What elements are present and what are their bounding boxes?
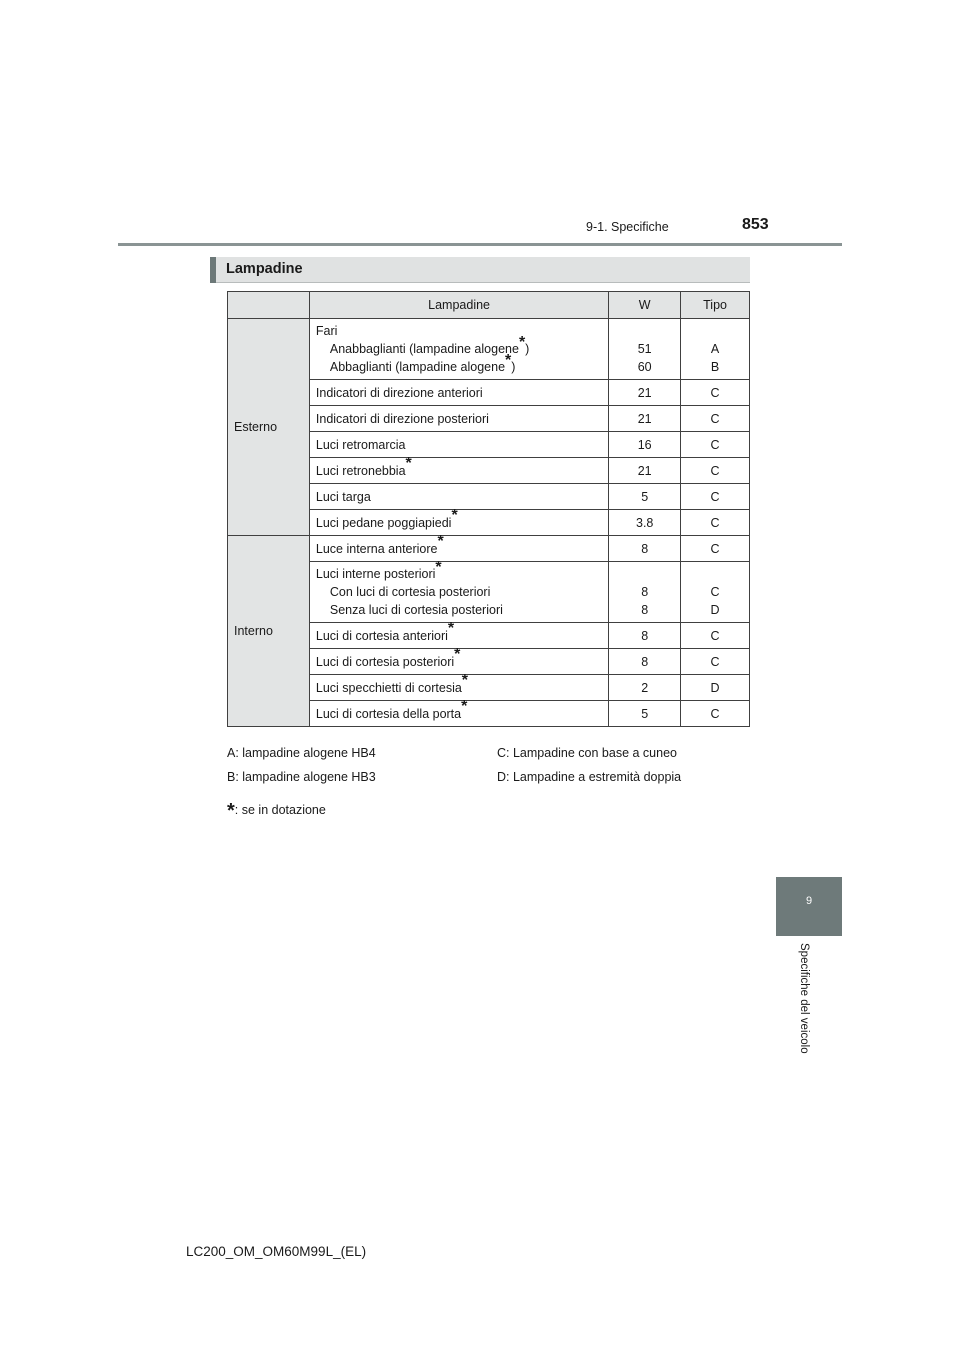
bulb-name-cell: Luci di cortesia della porta* bbox=[309, 701, 608, 727]
wattage-cell: 3.8 bbox=[609, 510, 681, 536]
type-cell: C bbox=[681, 701, 750, 727]
bulb-name-cell: Luci retromarcia bbox=[309, 432, 608, 458]
bulb-name-cell bbox=[309, 558, 608, 623]
type-cell: C D bbox=[681, 562, 750, 623]
type-cell: C bbox=[681, 536, 750, 562]
asterisk-mark: * bbox=[435, 558, 442, 576]
chapter-number: 9 bbox=[805, 895, 813, 907]
header-cell-blank bbox=[228, 292, 310, 319]
type-cell: C bbox=[681, 623, 750, 649]
wattage-cell: 8 bbox=[609, 623, 681, 649]
wattage-cell: 21 bbox=[609, 406, 681, 432]
bulb-name-cell: Luci di cortesia posteriori* bbox=[309, 649, 608, 675]
chapter-label: Specifiche del veicolo bbox=[798, 943, 810, 1054]
bulb-name-cell: Indicatori di direzione posteriori bbox=[309, 406, 608, 432]
asterisk-mark: * bbox=[461, 698, 468, 716]
type-cell: C bbox=[681, 510, 750, 536]
wattage-cell: 5 bbox=[609, 484, 681, 510]
document-code: LC200_OM_OM60M99L_(EL) bbox=[186, 1244, 367, 1259]
asterisk-mark: * bbox=[451, 507, 458, 525]
bulb-subline: Abbaglianti (lampadine alogene*) bbox=[329, 351, 516, 374]
type-cell: A B bbox=[681, 319, 750, 380]
asterisk-mark: * bbox=[505, 351, 512, 369]
wattage-cell: 8 bbox=[609, 536, 681, 562]
section-title: Lampadine bbox=[226, 261, 303, 277]
bulb-subline: Anabbaglianti (lampadine alogene*) bbox=[329, 333, 530, 356]
table-row bbox=[228, 536, 750, 562]
wattage-cell: 8 8 bbox=[609, 562, 681, 623]
bulb-name-cell: Luci specchietti di cortesia* bbox=[309, 675, 608, 701]
type-cell: C bbox=[681, 458, 750, 484]
bulb-name-cell: Luce interna anteriore* bbox=[309, 536, 608, 562]
footnote-text: : se in dotazione bbox=[234, 803, 326, 817]
type-cell: C bbox=[681, 484, 750, 510]
asterisk-mark: * bbox=[405, 455, 412, 473]
asterisk-mark: * bbox=[461, 672, 469, 690]
bulb-name-cell: Luci pedane poggiapiedi* bbox=[309, 510, 608, 536]
wattage-cell: 2 bbox=[609, 675, 681, 701]
group-label-interno: Interno bbox=[228, 536, 310, 727]
table-row bbox=[228, 319, 750, 380]
header-cell-tipo: Tipo bbox=[681, 292, 750, 319]
legend-item-a: A: lampadine alogene HB4 bbox=[227, 746, 376, 760]
legend-item-d: D: Lampadine a estremità doppia bbox=[497, 770, 682, 784]
header-cell-lampadine: Lampadine bbox=[309, 292, 608, 319]
legend-item-c: C: Lampadine con base a cuneo bbox=[497, 746, 677, 760]
bulb-subline: Senza luci di cortesia posteriori bbox=[329, 603, 503, 617]
wattage-cell: 51 60 bbox=[609, 319, 681, 380]
footnote bbox=[227, 800, 326, 823]
bulb-title: Luci interne posteriori* bbox=[315, 558, 442, 581]
page-number: 853 bbox=[742, 216, 769, 233]
wattage-cell: 16 bbox=[609, 432, 681, 458]
bulb-name-cell: Luci targa bbox=[309, 484, 608, 510]
group-label-esterno: Esterno bbox=[228, 319, 310, 536]
type-cell: C bbox=[681, 380, 750, 406]
wattage-cell: 21 bbox=[609, 380, 681, 406]
section-heading-bar bbox=[210, 257, 750, 283]
table-header-row bbox=[228, 292, 750, 319]
bulb-subline: Con luci di cortesia posteriori bbox=[329, 585, 491, 599]
wattage-cell: 21 bbox=[609, 458, 681, 484]
header-cell-w: W bbox=[609, 292, 681, 319]
bulb-name-cell: Luci retronebbia* bbox=[309, 458, 608, 484]
asterisk-mark: * bbox=[447, 620, 455, 638]
section-accent-mark bbox=[210, 257, 216, 283]
asterisk-mark: * bbox=[437, 533, 444, 551]
bulb-spec-table bbox=[227, 291, 750, 727]
chapter-tab bbox=[776, 877, 842, 936]
bulb-name-cell bbox=[309, 319, 608, 380]
legend-item-b: B: lampadine alogene HB3 bbox=[227, 770, 376, 784]
wattage-cell: 8 bbox=[609, 649, 681, 675]
type-cell: C bbox=[681, 406, 750, 432]
bulb-name-cell: Indicatori di direzione anteriori bbox=[309, 380, 608, 406]
running-header-section: 9-1. Specifiche bbox=[586, 220, 669, 234]
type-cell: D bbox=[681, 675, 750, 701]
header-rule bbox=[118, 243, 842, 246]
footnote-asterisk: * bbox=[227, 800, 235, 822]
asterisk-mark: * bbox=[518, 333, 526, 351]
bulb-title: Fari bbox=[315, 324, 338, 338]
bulb-name-cell: Luci di cortesia anteriori* bbox=[309, 623, 608, 649]
asterisk-mark: * bbox=[454, 646, 461, 664]
wattage-cell: 5 bbox=[609, 701, 681, 727]
type-cell: C bbox=[681, 649, 750, 675]
type-cell: C bbox=[681, 432, 750, 458]
